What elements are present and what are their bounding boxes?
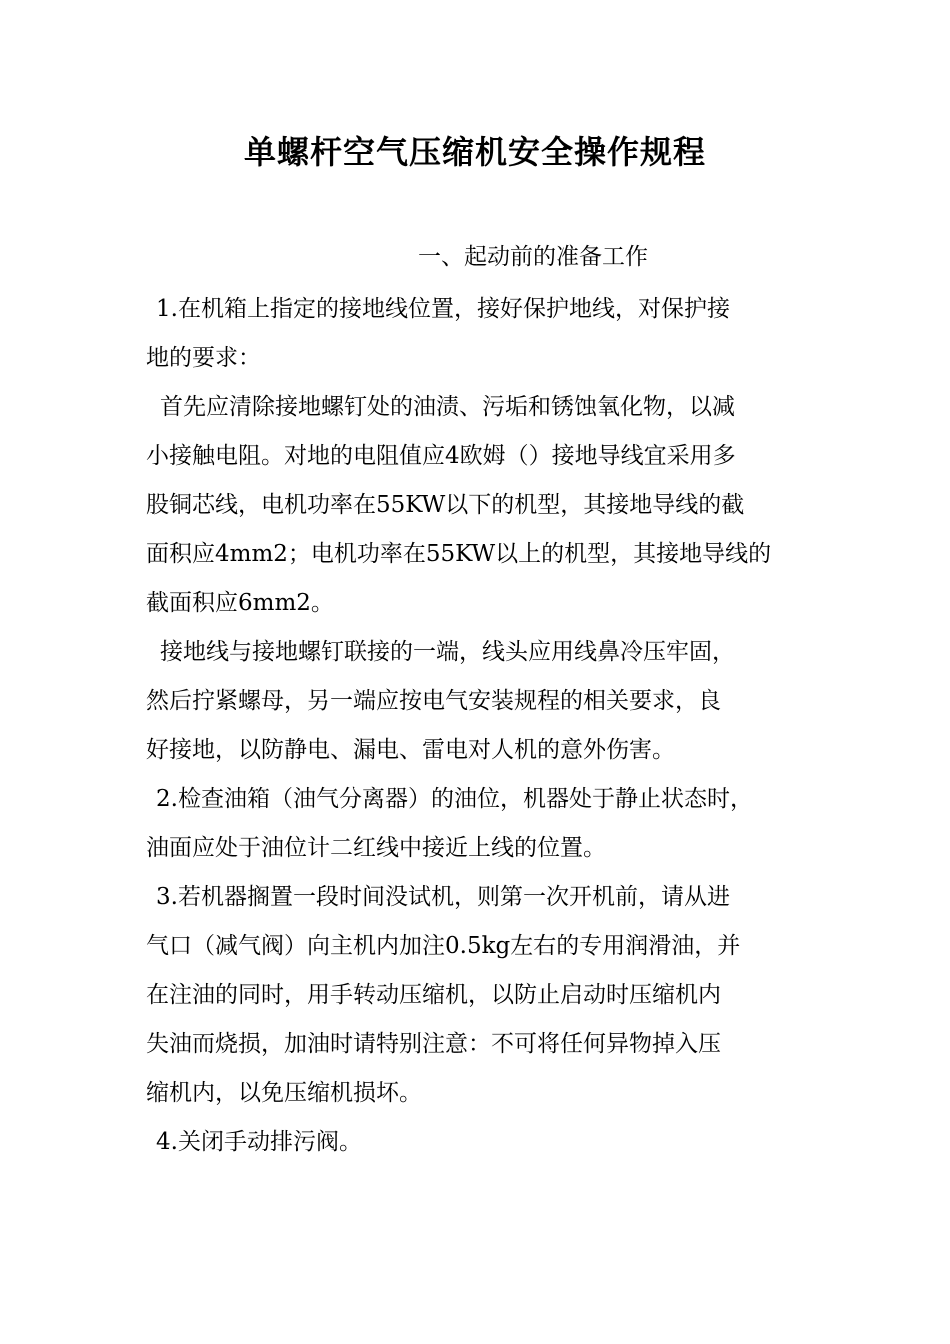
paragraph-first-start-lubrication bbox=[146, 873, 826, 1118]
paragraph-line: 截面积应6mm2。 bbox=[146, 590, 334, 616]
paragraph-line: 股铜芯线，电机功率在55KW以下的机型，其接地导线的截 bbox=[146, 492, 745, 518]
paragraph-line: 地的要求： bbox=[146, 345, 261, 371]
paragraph-line: 然后拧紧螺母，另一端应按电气安装规程的相关要求，良 bbox=[146, 688, 721, 714]
paragraph-line: 油面应处于油位计二红线中接近上线的位置。 bbox=[146, 835, 606, 861]
paragraph-line: 2.检查油箱（油气分离器）的油位，机器处于静止状态时， bbox=[156, 786, 753, 812]
paragraph-line: 1.在机箱上指定的接地线位置，接好保护地线，对保护接 bbox=[156, 296, 730, 322]
paragraph-line: 缩机内，以免压缩机损坏。 bbox=[146, 1080, 422, 1106]
paragraph-line: 气口（减气阀）向主机内加注0.5kg左右的专用润滑油，并 bbox=[146, 933, 741, 959]
paragraph-drain-valve bbox=[146, 1118, 826, 1167]
paragraph-line: 失油而烧损，加油时请特别注意：不可将任何异物掉入压 bbox=[146, 1031, 721, 1057]
paragraph-line: 3.若机器搁置一段时间没试机，则第一次开机前，请从进 bbox=[156, 884, 730, 910]
paragraph-grounding-connection bbox=[146, 628, 826, 775]
paragraph-line: 接地线与接地螺钉联接的一端，线头应用线鼻冷压牢固， bbox=[160, 639, 735, 665]
document-title: 单螺杆空气压缩机安全操作规程 bbox=[243, 133, 706, 171]
paragraph-grounding-cleaning bbox=[146, 383, 826, 628]
paragraph-line: 在注油的同时，用手转动压缩机，以防止启动时压缩机内 bbox=[146, 982, 721, 1008]
paragraph-line: 小接触电阻。对地的电阻值应4欧姆（）接地导线宜采用多 bbox=[146, 443, 736, 469]
paragraph-line: 好接地，以防静电、漏电、雷电对人机的意外伤害。 bbox=[146, 737, 675, 763]
paragraph-oil-level bbox=[146, 775, 826, 873]
section-heading: 一、起动前的准备工作 bbox=[418, 244, 648, 270]
paragraph-grounding-requirement bbox=[146, 285, 826, 383]
paragraph-line: 首先应清除接地螺钉处的油渍、污垢和锈蚀氧化物，以减 bbox=[160, 394, 735, 420]
paragraph-line: 面积应4mm2；电机功率在55KW以上的机型，其接地导线的 bbox=[146, 541, 772, 567]
paragraph-line: 4.关闭手动排污阀。 bbox=[156, 1129, 362, 1155]
